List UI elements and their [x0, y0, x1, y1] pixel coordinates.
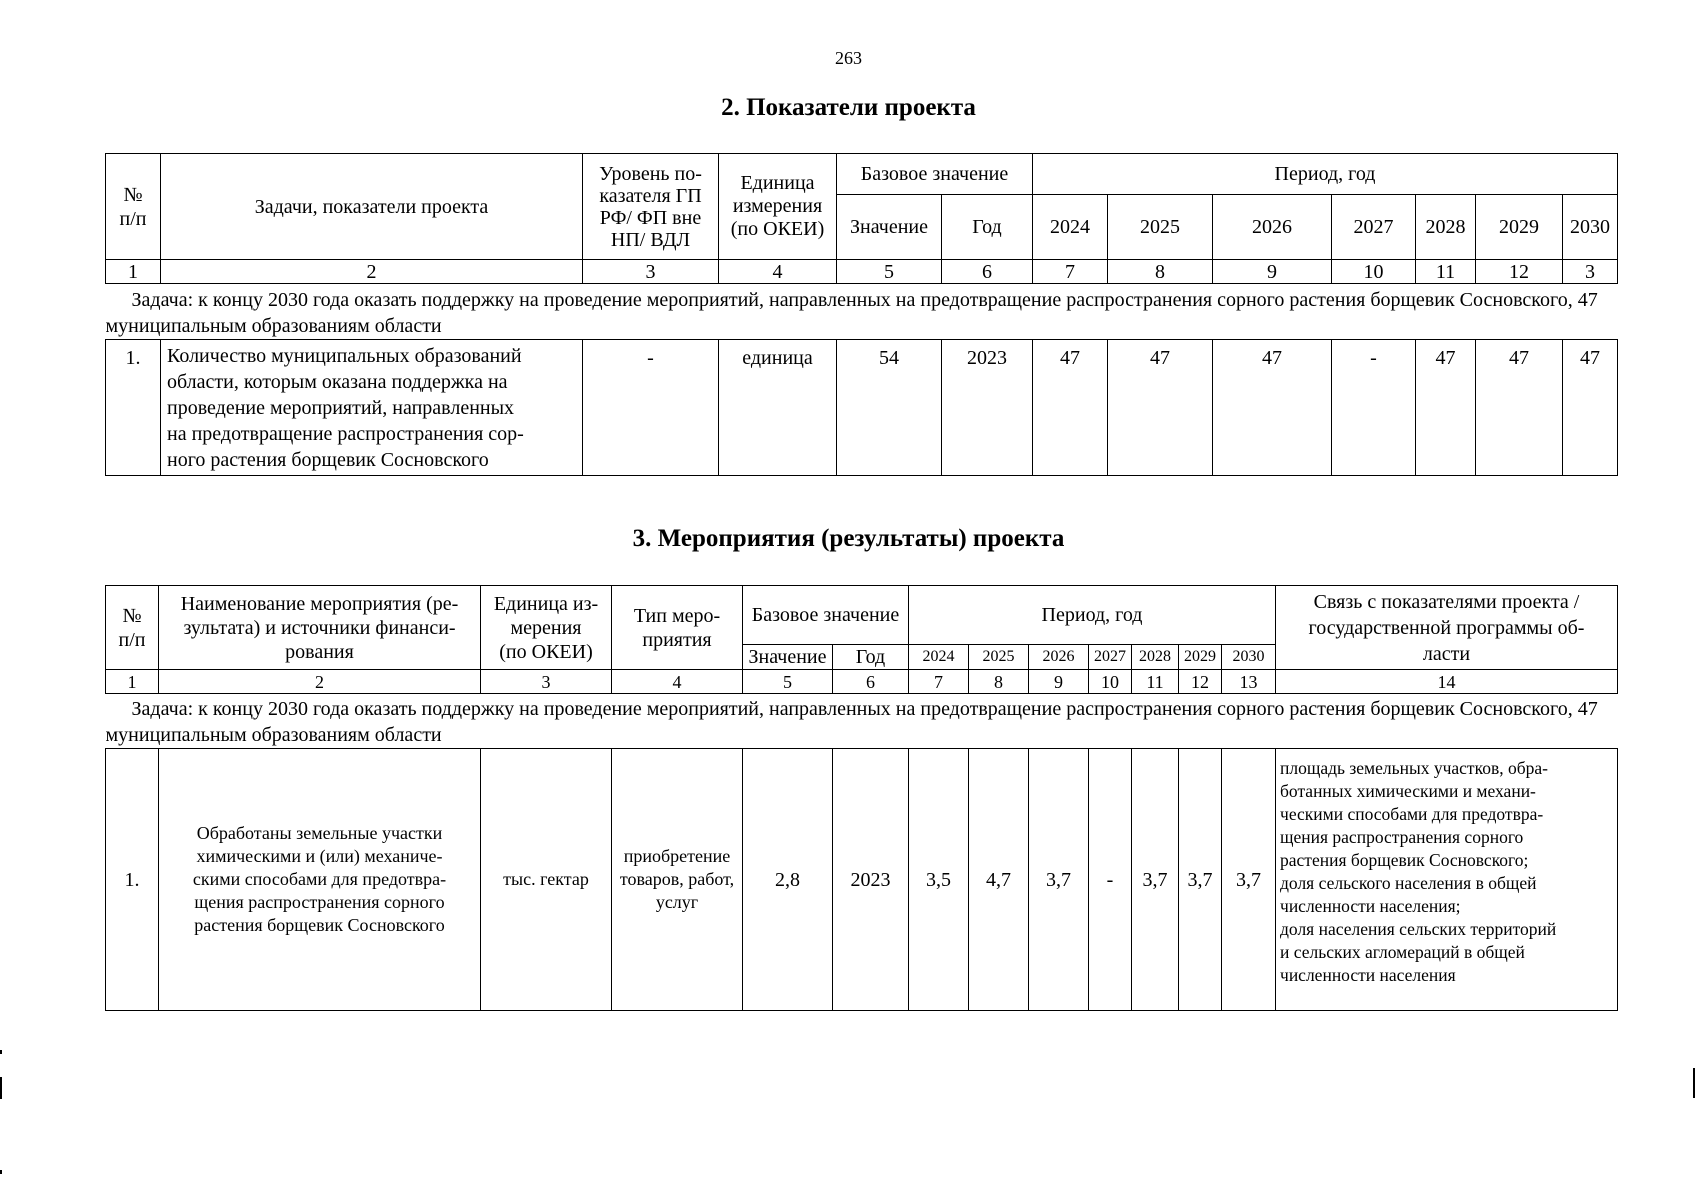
col-number: 1	[106, 260, 161, 284]
col-number: 14	[1276, 670, 1618, 694]
header-year-2026: 2026	[1029, 645, 1089, 670]
header-task: Задачи, показатели проекта	[161, 154, 583, 260]
col-number: 9	[1213, 260, 1332, 284]
col-number: 11	[1132, 670, 1179, 694]
col-number: 1	[106, 670, 159, 694]
header-year-2029: 2029	[1476, 195, 1563, 260]
header-year-2025: 2025	[1108, 195, 1213, 260]
col-number: 13	[1222, 670, 1276, 694]
header-type: Тип меро- приятия	[612, 586, 743, 670]
col-number: 9	[1029, 670, 1089, 694]
row-value-2025: 47	[1108, 340, 1213, 476]
row-value-2024: 47	[1033, 340, 1108, 476]
header-year-2026: 2026	[1213, 195, 1332, 260]
col-number: 10	[1332, 260, 1416, 284]
header-year-2025: 2025	[969, 645, 1029, 670]
col-number: 12	[1476, 260, 1563, 284]
col-number: 4	[719, 260, 837, 284]
scan-edge-mark	[0, 1170, 2, 1174]
header-base: Базовое значение	[743, 586, 909, 645]
row-link: площадь земельных участков, обра- ботанных химическими и механи- ческими способами для предотвра- щения распространения сорного растения борщевик Сосновского; доля сельского населения в общей численности населения; доля населения сельских территорий и сельских агломераций в общей численности населения	[1276, 749, 1618, 1011]
row-num: 1.	[106, 340, 161, 476]
scan-edge-mark	[0, 1077, 2, 1099]
row-unit: единица	[719, 340, 837, 476]
header-period: Период, год	[909, 586, 1276, 645]
page-number: 263	[835, 48, 862, 68]
indicators-table	[105, 153, 1618, 476]
header-base-year: Год	[833, 645, 909, 670]
header-num: № п/п	[106, 154, 161, 260]
row-base-value: 2,8	[743, 749, 833, 1011]
row-value-2029: 3,7	[1179, 749, 1222, 1011]
header-level: Уровень по- казателя ГП РФ/ ФП вне НП/ ВДЛ	[583, 154, 719, 260]
col-number: 12	[1179, 670, 1222, 694]
col-number: 10	[1089, 670, 1132, 694]
section-2-title: 2. Показатели проекта	[721, 94, 976, 121]
scan-edge-mark	[1693, 1068, 1695, 1098]
activities-table	[105, 585, 1618, 1011]
section-3-title: 3. Мероприятия (результаты) проекта	[632, 525, 1065, 552]
row-value-2024: 3,5	[909, 749, 969, 1011]
col-number: 7	[909, 670, 969, 694]
row-level: -	[583, 340, 719, 476]
col-number: 3	[1563, 260, 1618, 284]
row-name: Обработаны земельные участки химическими и (или) механиче- скими способами для предотвра- щения распространения сорного растения борщевик Сосновского	[159, 749, 481, 1011]
header-num: № п/п	[106, 586, 159, 670]
header-base-value: Значение	[837, 195, 942, 260]
row-num: 1.	[106, 749, 159, 1011]
row-base-value: 54	[837, 340, 942, 476]
header-name: Наименование мероприятия (ре- зультата) и источники финанси- рования	[159, 586, 481, 670]
row-value-2026: 47	[1213, 340, 1332, 476]
col-number: 6	[833, 670, 909, 694]
col-number: 7	[1033, 260, 1108, 284]
task-row: Задача: к концу 2030 года оказать поддержку на проведение мероприятий, направленных на предотвращение распространения сорного растения борщевик Сосновского, 47 муниципальным образованиям области	[106, 694, 1618, 749]
header-period: Период, год	[1033, 154, 1618, 195]
row-value-2027: -	[1089, 749, 1132, 1011]
row-type: приобретение товаров, работ, услуг	[612, 749, 743, 1011]
row-value-2026: 3,7	[1029, 749, 1089, 1011]
header-link: Связь с показателями проекта / государственной программы об- ласти	[1276, 586, 1618, 670]
header-unit: Единица из- мерения (по ОКЕИ)	[481, 586, 612, 670]
row-base-year: 2023	[833, 749, 909, 1011]
row-value-2030: 47	[1563, 340, 1618, 476]
header-year-2027: 2027	[1332, 195, 1416, 260]
row-value-2028: 47	[1416, 340, 1476, 476]
col-number: 2	[161, 260, 583, 284]
header-year-2024: 2024	[1033, 195, 1108, 260]
row-value-2030: 3,7	[1222, 749, 1276, 1011]
header-base: Базовое значение	[837, 154, 1033, 195]
col-number: 3	[583, 260, 719, 284]
header-year-2029: 2029	[1179, 645, 1222, 670]
header-unit: Единица измерения (по ОКЕИ)	[719, 154, 837, 260]
header-year-2024: 2024	[909, 645, 969, 670]
header-year-2028: 2028	[1416, 195, 1476, 260]
col-number: 11	[1416, 260, 1476, 284]
col-number: 5	[837, 260, 942, 284]
col-number: 2	[159, 670, 481, 694]
row-value-2027: -	[1332, 340, 1416, 476]
row-value-2025: 4,7	[969, 749, 1029, 1011]
header-base-year: Год	[942, 195, 1033, 260]
row-base-year: 2023	[942, 340, 1033, 476]
col-number: 6	[942, 260, 1033, 284]
row-unit: тыс. гектар	[481, 749, 612, 1011]
header-base-value: Значение	[743, 645, 833, 670]
col-number: 8	[1108, 260, 1213, 284]
header-year-2030: 2030	[1222, 645, 1276, 670]
col-number: 3	[481, 670, 612, 694]
col-number: 8	[969, 670, 1029, 694]
row-value-2028: 3,7	[1132, 749, 1179, 1011]
row-value-2029: 47	[1476, 340, 1563, 476]
col-number: 5	[743, 670, 833, 694]
header-year-2028: 2028	[1132, 645, 1179, 670]
header-year-2030: 2030	[1563, 195, 1618, 260]
header-year-2027: 2027	[1089, 645, 1132, 670]
row-name: Количество муниципальных образований области, которым оказана поддержка на проведение мероприятий, направленных на предотвращение распространения сор- ного растения борщевик Сосновского	[161, 340, 583, 476]
scan-edge-mark	[0, 1050, 2, 1054]
task-row: Задача: к концу 2030 года оказать поддержку на проведение мероприятий, направленных на предотвращение распространения сорного растения борщевик Сосновского, 47 муниципальным образованиям области	[106, 284, 1618, 340]
col-number: 4	[612, 670, 743, 694]
